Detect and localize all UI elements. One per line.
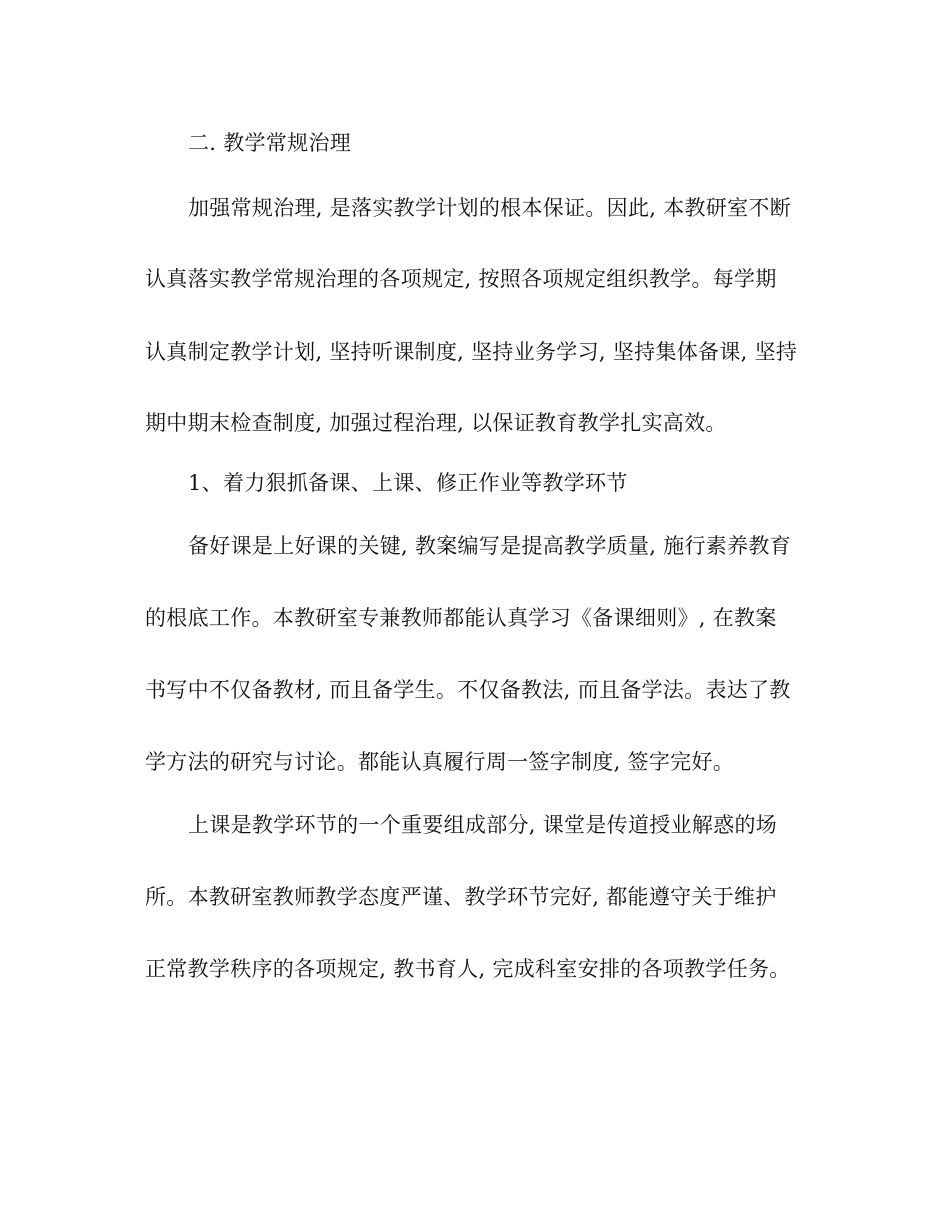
paragraph-2-line-2: 的根底工作。本教研室专兼教师都能认真学习《备课细则》, 在教案	[145, 606, 777, 630]
paragraph-2-line-1: 备好课是上好课的关键, 教案编写是提高教学质量, 施行素养教育	[188, 534, 791, 558]
paragraph-1-line-3: 认真制定教学计划, 坚持听课制度, 坚持业务学习, 坚持集体备课, 坚持	[145, 340, 798, 364]
paragraph-1-line-2: 认真落实教学常规治理的各项规定, 按照各项规定组织教学。每学期	[145, 267, 777, 291]
paragraph-3-line-2: 所。本教研室教师教学态度严谨、教学环节完好, 都能遵守关于维护	[145, 885, 777, 909]
paragraph-2-line-3: 书写中不仅备教材, 而且备学生。不仅备教法, 而且备学法。表达了教	[145, 678, 791, 702]
paragraph-3-line-1: 上课是教学环节的一个重要组成部分, 课堂是传道授业解惑的场	[188, 813, 778, 837]
paragraph-1-line-4: 期中期末检查制度, 加强过程治理, 以保证教育教学扎实高效。	[145, 411, 727, 435]
paragraph-3-line-3: 正常教学秩序的各项规定, 教书育人, 完成科室安排的各项教学任务。	[145, 957, 791, 981]
paragraph-1-line-1: 加强常规治理, 是落实教学计划的根本保证。因此, 本教研室不断	[188, 196, 791, 220]
section-heading: 二. 教学常规治理	[188, 131, 352, 155]
paragraph-2-line-4: 学方法的研究与讨论。都能认真履行周一签字制度, 签字完好。	[145, 750, 735, 774]
subheading-1: 1、着力狠抓备课、上课、修正作业等教学环节	[188, 471, 628, 495]
